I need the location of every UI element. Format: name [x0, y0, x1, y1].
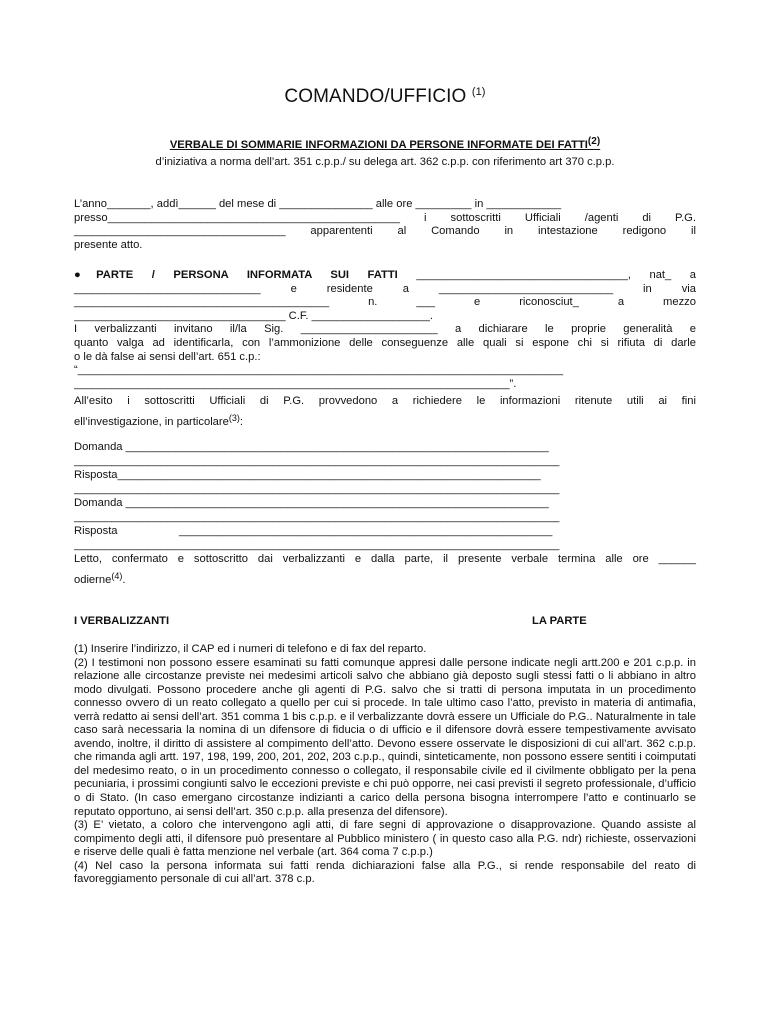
footnote-4: (4) Nel caso la persona informata sui fatti renda dichiarazioni false alla P.G., si rende responsabile del reato di favoreggiamento personale di cui all’art. 378 c.p. — [74, 859, 696, 886]
investigation-footnote-ref: (3) — [228, 412, 240, 423]
answer-line-blank-1: ______________________________________________________________________________ — [74, 455, 560, 467]
investigation-line-2-end: : — [239, 415, 243, 428]
answer-line-blank-4: ______________________________________________________________________________ — [74, 539, 560, 551]
title-text: COMANDO/UFFICIO — [284, 86, 467, 107]
party-paragraph — [74, 269, 696, 391]
investigation-line-1: All’esito i sottoscritti Ufficiali di P.G. provvedono a richiedere le informazioni ritenute utili ai fini — [74, 395, 696, 407]
party-line-4: __________________________________ C.F. ___________________. — [74, 309, 433, 322]
party-line-1 — [74, 269, 696, 283]
party-line-2: ______________________________ e residente a ____________________________ in via — [74, 282, 696, 295]
intro-paragraph — [74, 198, 696, 252]
footnote-2: (2) I testimoni non possono essere esaminati su fatti comunque appresi dalle persone indicate negli artt.200 e 201 c.p.p. in relazione alle circostanze previste nei medesimi articoli salvo che abbiano già deposto sugli stessi fatti o li abbiano in altro modo divulgati. Possono procedere anche gli agenti di P.G. salvo che si tratti di persona imputata in un procedimento connesso ovvero di un reato collegato a quello per cui si procede. In tale ultimo caso l’atto, previsto in materia di antimafia, verrà redatto ai sensi dell’art. 351 comma 1 bis c.p.p. e il verbalizzante dovrà essere un Ufficiale do P.G.. Naturalmente in tale caso sarà necessaria la nomina di un difensore di fiducia o di ufficio e il difensore dovrà essere tempestivamente avvisato avendo, inoltre, il diritto di assistere al compimento dell’atto. Devono essere osservate le disposizioni di cui all’art. 362 c.p.p. che rimanda agli artt. 197, 198, 199, 200, 201, 202, 203 c.p.p., quindi, sinteticamente, non possono essere sentiti i coimputati del medesimo reato, o in un procedimento connesso o collegato, il responsabile civile ed il civilmente obbligato per la pena pecuniaria, i prossimi congiunti salvo le eccezioni previste e chi può opporre, nei casi previsti il segreto professionale, d’ufficio o di Stato. (In caso emergano circostanze indizianti a carico della persona bisogna interrompere l’atto e continuarlo se reputato opportuno, ai sensi dell’art. 350 c.p.p. alla presenza del difensore). — [74, 656, 696, 818]
answer-line-blank-2: ______________________________________________________________________________ — [74, 483, 560, 495]
subtitle-text: VERBALE DI SOMMARIE INFORMAZIONI DA PERSONE INFORMATE DEI FATTI — [169, 139, 588, 151]
party-line-6: quanto valga ad identificarla, con l’ammonizione delle conseguenze alle quali si espone chi si rifiuta di darle — [74, 336, 696, 349]
investigation-line-2 — [74, 412, 696, 430]
answer-2-line: ____________________________________________________________ — [179, 525, 553, 537]
closing-line-2-end: . — [122, 573, 126, 586]
signature-party-label: LA PARTE — [532, 615, 587, 627]
intro-line-1: L’anno_______, addì______ del mese di _______________ alle ore _________ in ____________ — [74, 198, 562, 210]
closing-paragraph — [74, 553, 696, 587]
intro-line-4: presente atto. — [74, 238, 143, 251]
party-heading: ●PARTE / PERSONA INFORMATA SUI FATTI — [74, 269, 398, 281]
closing-line-2 — [74, 570, 696, 588]
document-subtitle — [0, 136, 770, 151]
question-1: Domanda ____________________________________________________________________ — [74, 441, 549, 453]
footnotes — [74, 643, 696, 887]
answer-2-label: Risposta — [74, 525, 118, 537]
investigation-line-2-text: ell’investigazione, in particolare — [74, 415, 229, 428]
closing-line-1: Letto, confermato e sottoscritto dai verbalizzanti e dalla parte, il presente verbale termina alle ore ______ — [74, 553, 696, 565]
party-line-8: “______________________________________________________________________________ — [74, 364, 564, 377]
legal-reference: d’iniziativa a norma dell’art. 351 c.p.p./ su delega art. 362 c.p.p. con riferimento art 370 c.p.p. — [155, 156, 615, 168]
answer-2 — [74, 525, 696, 539]
title-footnote-ref: (1) — [471, 86, 486, 98]
investigation-paragraph — [74, 395, 696, 429]
intro-line-2: presso_______________________________________________ i sottoscritti Ufficiali /agenti di P.G. — [74, 211, 696, 224]
subtitle-footnote-ref: (2) — [587, 136, 601, 147]
question-2: Domanda ____________________________________________________________________ — [74, 497, 549, 509]
signature-officers-label: I VERBALIZZANTI — [74, 615, 170, 627]
closing-line-2-text: odierne — [74, 573, 112, 586]
party-line-7: o le dà false ai sensi dell’art. 651 c.p.: — [74, 350, 261, 363]
closing-footnote-ref: (4) — [111, 570, 123, 581]
footnote-1: (1) Inserire l’indirizzo, il CAP ed i numeri di telefono e di fax del reparto. — [74, 643, 427, 655]
footnote-3: (3) E’ vietato, a coloro che intervengono agli atti, di fare segni di approvazione o disapprovazione. Quando assiste al compimento degli atti, il difensore può presentare al Pubblico ministero ( in questo caso alla P.G. ndr) richieste, osservazioni e riserve delle quali è fatta menzione nel verbale (art. 364 coma 7 c.p.p.) — [74, 819, 696, 859]
party-line-9: ______________________________________________________________________”. — [74, 377, 517, 390]
party-line-1-rest: __________________________________, nat_ a — [397, 269, 697, 281]
intro-line-3: __________________________________ apparententi al Comando in intestazione redigono il — [74, 225, 696, 238]
party-line-3: _________________________________________ n. ___ e riconosciut_ a mezzo — [74, 296, 696, 309]
answer-line-blank-3: ______________________________________________________________________________ — [74, 511, 560, 523]
page-title — [0, 86, 770, 108]
party-line-5: I verbalizzanti invitano il/la Sig. ______________________ a dichiarare le proprie generalità e — [74, 323, 696, 336]
answer-1: Risposta____________________________________________________________________ — [74, 469, 541, 481]
